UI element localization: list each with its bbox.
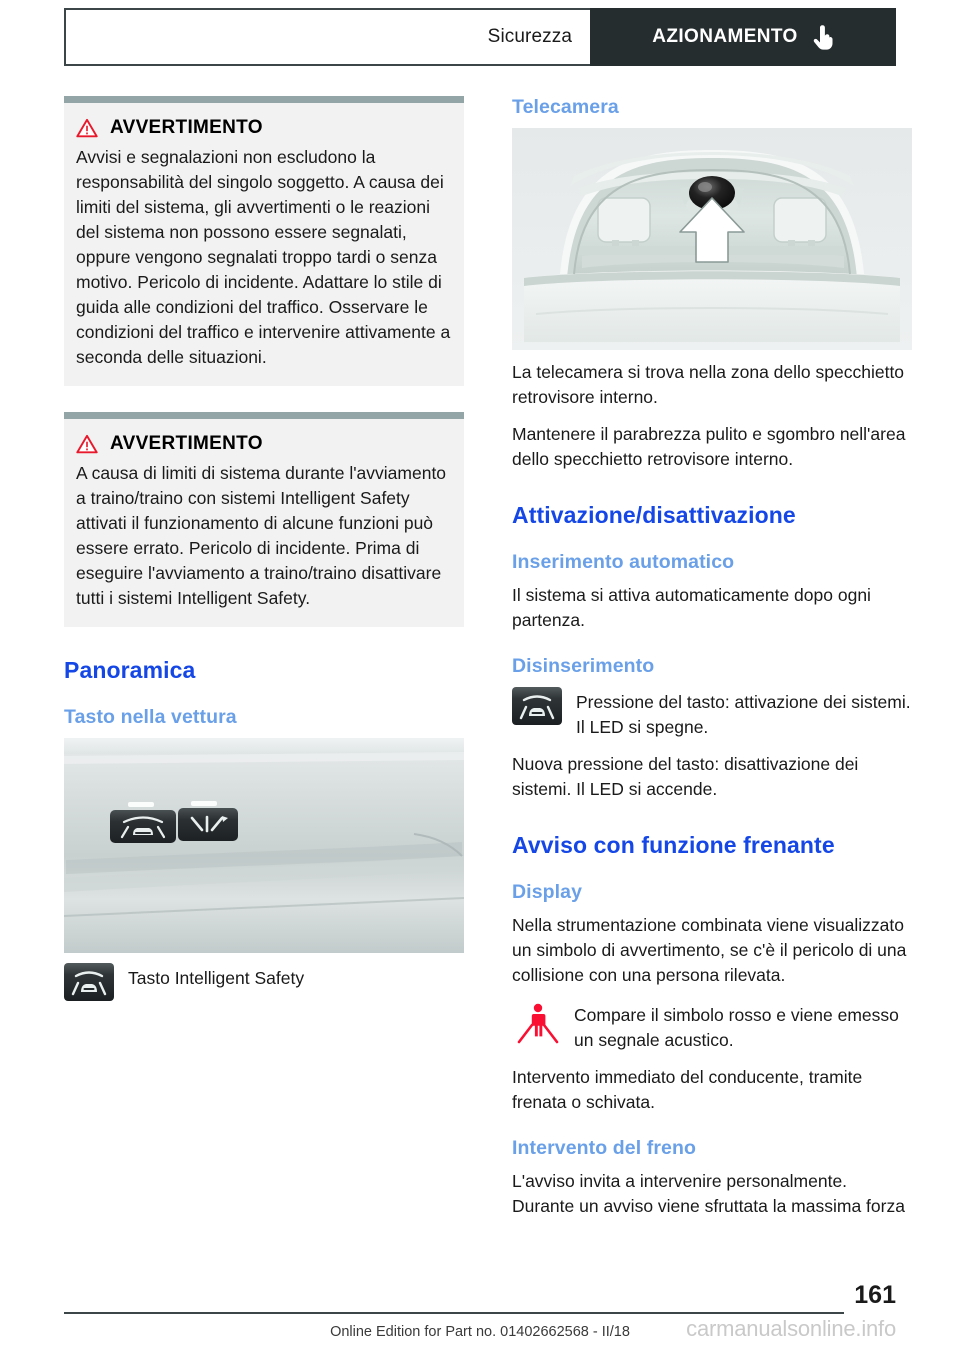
page-number: 161	[854, 1281, 896, 1309]
pedestrian-caption-row	[512, 1000, 912, 1053]
footer-divider	[64, 1312, 844, 1314]
dashboard-buttons-photo	[64, 738, 464, 953]
paragraph-camera-cleaning: Mantenere il parabrezza pulito e sgombro nell'area dello specchietto retrovisore interno.	[512, 424, 906, 469]
pedestrian-caption-text: Compare il simbolo rosso e viene emesso un segnale acustico.	[574, 1005, 899, 1050]
tab-sicurezza-label: Sicurezza	[487, 26, 572, 47]
paragraph-intervento-conducente: Intervento immediato del conducente, tramite frenata o schivata.	[512, 1067, 863, 1112]
heading-telecamera: Telecamera	[512, 96, 619, 118]
heading-attivazione-disattivazione: Attivazione/disattivazione	[512, 502, 796, 528]
warning-text: Avvisi e segnalazioni non escludono la responsabilità del singolo soggetto. A causa dei limiti del sistema, gli avvertimenti o le reazioni del sistema non possono essere segnalati, oppure vengono segnalati troppo tardi o senza motivo. Pericolo di incidente. Adattare lo stile di guida alle condizioni del traffico. Osservare le condizioni del traffico e intervenire attivamente a seconda delle situazioni.	[76, 147, 451, 367]
heading-tasto-nella-vettura: Tasto nella vettura	[64, 706, 237, 728]
figure-windshield-camera	[512, 128, 912, 350]
tab-sicurezza[interactable]	[64, 8, 590, 66]
pointing-hand-icon	[812, 23, 834, 51]
intelligent-safety-button-icon	[64, 963, 114, 1001]
intelligent-safety-button-icon	[512, 687, 562, 725]
page-header	[64, 8, 896, 66]
warning-title: AVVERTIMENTO	[110, 433, 263, 454]
figure-dashboard-buttons	[64, 738, 464, 953]
tab-azionamento-label: AZIONAMENTO	[652, 26, 798, 47]
right-column	[512, 96, 912, 1231]
disinserimento-caption-row	[512, 687, 912, 740]
pedestrian-warning-icon	[512, 1000, 560, 1044]
paragraph-display: Nella strumentazione combinata viene visualizzato un simbolo di avvertimento, se c'è il pericolo di una collisione con una persona rilevata.	[512, 915, 907, 985]
warning-header	[76, 117, 452, 139]
figure-caption-text: Tasto Intelligent Safety	[128, 968, 305, 988]
warning-triangle-icon	[76, 434, 98, 454]
paragraph-disinserimento: Nuova pressione del tasto: disattivazione dei sistemi. Il LED si accende.	[512, 754, 859, 799]
warning-box	[64, 96, 464, 386]
disinserimento-caption-text: Pressione del tasto: attivazione dei sistemi. Il LED si spegne.	[576, 692, 911, 737]
paragraph-inserimento: Il sistema si attiva automaticamente dopo ogni partenza.	[512, 585, 871, 630]
footer-watermark: carmanualsonline.info	[686, 1316, 896, 1341]
tab-azionamento[interactable]	[590, 8, 896, 66]
left-column	[64, 96, 464, 1013]
warning-header	[76, 433, 452, 455]
heading-display: Display	[512, 881, 583, 903]
heading-avviso-funzione-frenante: Avviso con funzione frenante	[512, 832, 835, 858]
windshield-camera-photo	[512, 128, 912, 350]
warning-text: A causa di limiti di sistema durante l'avviamento a traino/traino con sistemi Intelligent Safety attivati il funzionamento di alcune funzioni può essere errato. Pericolo di incidente. Prima di eseguire l'avviamento a traino/traino disattivare tutti i sistemi Intelligent Safety.	[76, 463, 447, 608]
figure-caption-row	[64, 963, 464, 1001]
heading-disinserimento: Disinserimento	[512, 655, 655, 677]
heading-inserimento-automatico: Inserimento automatico	[512, 551, 735, 573]
paragraph-intervento-freno: L'avviso invita a intervenire personalmente. Durante un avviso viene sfruttata la massima forza	[512, 1171, 905, 1216]
footer-edition-line: Online Edition for Part no. 01402662568 - II/18	[330, 1324, 630, 1340]
warning-box	[64, 412, 464, 627]
warning-title: AVVERTIMENTO	[110, 117, 263, 138]
page-content	[64, 96, 936, 1276]
heading-intervento-del-freno: Intervento del freno	[512, 1137, 697, 1159]
heading-panoramica: Panoramica	[64, 657, 196, 683]
warning-triangle-icon	[76, 118, 98, 138]
paragraph-camera-location: La telecamera si trova nella zona dello specchietto retrovisore interno.	[512, 362, 905, 407]
